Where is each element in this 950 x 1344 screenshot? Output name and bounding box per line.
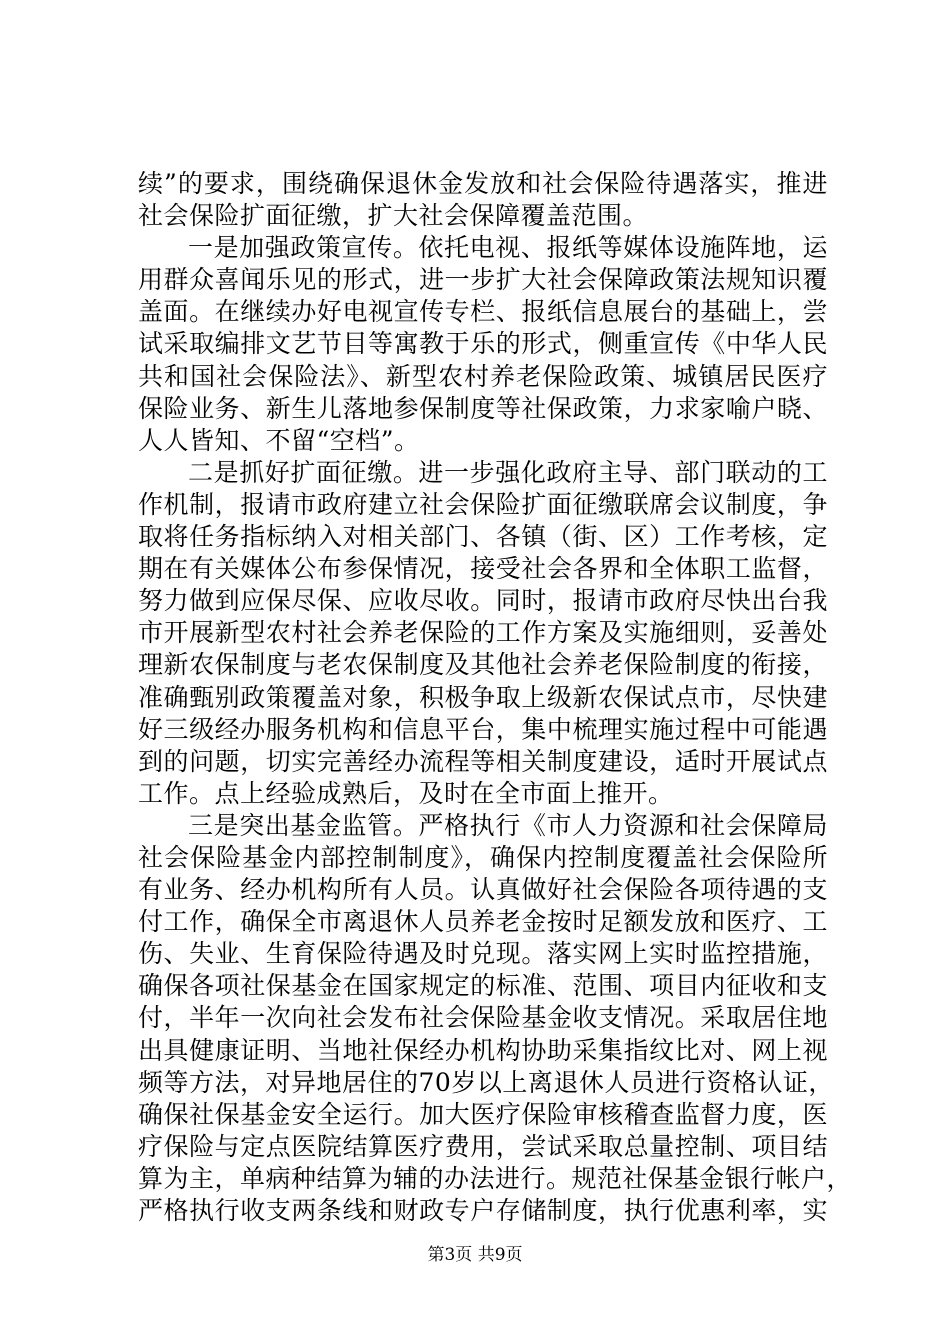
text-line: 人人皆知、不留“空档”。 [138, 425, 420, 455]
page-footer [0, 1244, 950, 1266]
text-line: 理新农保制度与老农保制度及其他社会养老保险制度的衔接， [138, 650, 828, 680]
text-line: 期在有关媒体公布参保情况，接受社会各界和全体职工监督， [138, 554, 828, 584]
text-line: 伤、失业、生育保险待遇及时兑现。落实网上实时监控措施， [138, 939, 828, 969]
text-line: 疗保险与定点医院结算医疗费用，尝试采取总量控制、项目结 [138, 1131, 828, 1161]
paragraph-start-line: 三是突出基金监管。严格执行《市人力资源和社会保障局 [188, 810, 828, 840]
text-line: 取将任务指标纳入对相关部门、各镇（街、区）工作考核，定 [138, 522, 828, 552]
text-line: 工作。点上经验成熟后，及时在全市面上推开。 [138, 778, 674, 808]
text-line: 算为主，单病种结算为辅的办法进行。规范社保基金银行帐户， [138, 1163, 853, 1193]
text-line: 付，半年一次向社会发布社会保险基金收支情况。采取居住地 [138, 1003, 828, 1033]
paragraph-start-line: 一是加强政策宣传。依托电视、报纸等媒体设施阵地，运 [188, 233, 828, 263]
text-line: 到的问题，切实完善经办流程等相关制度建设，适时开展试点 [138, 746, 828, 776]
text-line: 出具健康证明、当地社保经办机构协助采集指纹比对、网上视 [138, 1035, 828, 1065]
text-line: 频等方法，对异地居住的70岁以上离退休人员进行资格认证， [138, 1067, 834, 1097]
text-line: 保险业务、新生儿落地参保制度等社保政策，力求家喻户晓、 [138, 393, 828, 423]
text-line: 用群众喜闻乐见的形式，进一步扩大社会保障政策法规知识覆 [138, 265, 828, 295]
text-line: 续”的要求，围绕确保退休金发放和社会保险待遇落实，推进 [138, 169, 828, 198]
text-line: 确保各项社保基金在国家规定的标准、范围、项目内征收和支 [138, 971, 828, 1001]
text-line: 确保社保基金安全运行。加大医疗保险审核稽查监督力度，医 [138, 1099, 828, 1129]
text-line: 努力做到应保尽保、应收尽收。同时，报请市政府尽快出台我 [138, 586, 828, 616]
text-line: 好三级经办服务机构和信息平台，集中梳理实施过程中可能遇 [138, 714, 828, 744]
paragraph-start-line: 二是抓好扩面征缴。进一步强化政府主导、部门联动的工 [188, 457, 828, 487]
text-line: 有业务、经办机构所有人员。认真做好社会保险各项待遇的支 [138, 875, 828, 905]
page-number: 第3页 共9页 [427, 1245, 523, 1265]
text-line: 市开展新型农村社会养老保险的工作方案及实施细则，妥善处 [138, 618, 828, 648]
text-line: 社会保险基金内部控制制度》，确保内控制度覆盖社会保险所 [138, 842, 828, 872]
text-line: 作机制，报请市政府建立社会保险扩面征缴联席会议制度，争 [138, 489, 828, 519]
text-line: 准确甄别政策覆盖对象，积极争取上级新农保试点市，尽快建 [138, 682, 828, 712]
text-line: 严格执行收支两条线和财政专户存储制度，执行优惠利率，实 [138, 1196, 828, 1225]
text-line: 共和国社会保险法》、新型农村养老保险政策、城镇居民医疗 [138, 361, 828, 391]
text-line: 试采取编排文艺节目等寓教于乐的形式，侧重宣传《中华人民 [138, 329, 828, 359]
document-body [138, 168, 853, 1227]
text-line: 社会保险扩面征缴，扩大社会保障覆盖范围。 [138, 201, 649, 231]
text-line: 盖面。在继续办好电视宣传专栏、报纸信息展台的基础上，尝 [138, 297, 828, 327]
text-line: 付工作，确保全市离退休人员养老金按时足额发放和医疗、工 [138, 907, 828, 937]
